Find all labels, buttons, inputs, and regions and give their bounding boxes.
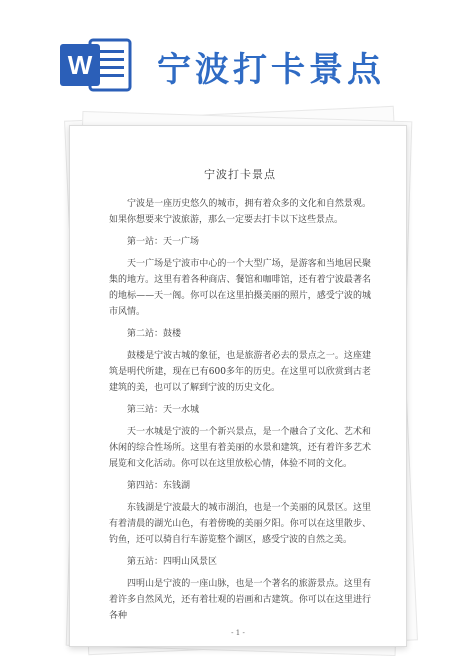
banner xyxy=(0,0,474,120)
document-body xyxy=(109,196,371,624)
document-page xyxy=(69,125,407,647)
section-heading: 第四站：东钱湖 xyxy=(127,481,191,491)
paragraph: 鼓楼是宁波古城的象征，也是旅游者必去的景点之一。这座建筑是明代所建，现在已有600多年的历史。在这里可以欣赏到古老建筑的美，也可以了解到宁波的历史文化。 xyxy=(109,351,371,393)
section-heading: 第二站：鼓楼 xyxy=(127,329,182,339)
word-icon xyxy=(60,36,132,94)
banner-title: 宁波打卡景点 xyxy=(157,50,385,90)
document-title: 宁波打卡景点 xyxy=(204,168,276,181)
paragraph: 四明山是宁波的一座山脉，也是一个著名的旅游景点。这里有着许多自然风光，还有着壮观的岩画和古建筑。你可以在这里进行各种 xyxy=(109,579,371,621)
section-heading: 第三站：天一水城 xyxy=(127,405,200,415)
word-logo-letter: W xyxy=(67,50,93,80)
paragraph: 东钱湖是宁波最大的城市湖泊，也是一个美丽的风景区。这里有着清晨的湖光山色，有着傍晚的美丽夕阳。你可以在这里散步、钓鱼，还可以骑自行车游览整个湖区，感受宁波的自然之美。 xyxy=(109,503,371,545)
section-heading: 第一站：天一广场 xyxy=(127,237,200,247)
section-heading: 第五站：四明山风景区 xyxy=(127,557,218,567)
paragraph: 天一广场是宁波市中心的一个大型广场，是游客和当地居民聚集的地方。这里有着各种商店、餐馆和咖啡馆，还有着宁波最著名的地标——天一阁。你可以在这里拍摄美丽的照片，感受宁波的城市风情。 xyxy=(109,259,371,317)
document-content xyxy=(109,152,371,630)
paragraph: 天一水城是宁波的一个新兴景点，是一个融合了文化、艺术和休闲的综合性场所。这里有着美丽的水景和建筑，还有着许多艺术展览和文化活动。你可以在这里放松心情，体验不同的文化。 xyxy=(109,427,371,469)
paragraph: 宁波是一座历史悠久的城市，拥有着众多的文化和自然景观。如果你想要来宁波旅游，那么一定要去打卡以下这些景点。 xyxy=(109,199,371,225)
page-number: - 1 - xyxy=(231,629,245,637)
